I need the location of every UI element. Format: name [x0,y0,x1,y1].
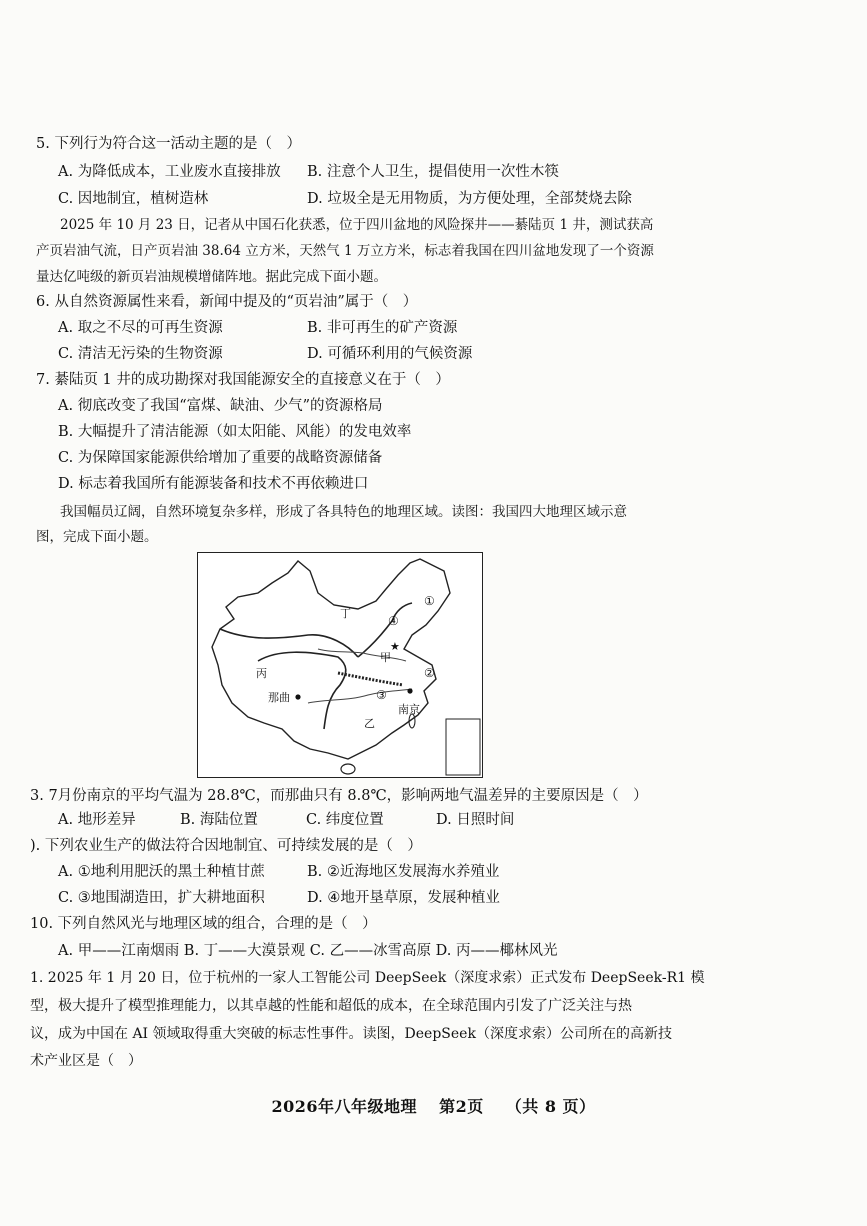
q5-option-c: C. 因地制宜，植树造林 [58,191,209,207]
q10-options: A. 甲——江南烟雨 B. 丁——大漠景观 C. 乙——冰雪高原 D. 丙——椰林风光 [58,943,558,959]
map-label-jia: 甲 [380,651,391,664]
q9-option-b: B. ②近海地区发展海水养殖业 [307,864,500,880]
page-footer [0,1094,867,1117]
qinling-huaihe-line [338,673,403,685]
south-china-sea-inset [446,719,480,775]
beijing-star-icon: ★ [390,640,400,653]
map-label-3: ③ [376,688,387,702]
q11-line: 议，成为中国在 AI 领域取得重大突破的标志性事件。读图，DeepSeek（深度求索）公司所在的高新技 [30,1026,672,1042]
q7-option-b: B. 大幅提升了清洁能源（如太阳能、风能）的发电效率 [58,424,412,440]
china-outline [212,559,450,759]
footer-title: 2026年八年级地理 [271,1097,417,1116]
map-label-4: ④ [388,614,399,628]
q7-stem: 7. 綦陆页 1 井的成功勘探对我国能源安全的直接意义在于（ ） [36,372,450,388]
q11-line: 术产业区是（ ） [30,1053,142,1069]
passage1-line: 产页岩油气流，日产页岩油 38.64 立方米，天然气 1 万立方米，标志着我国在四川盆地发现了一个资源 [36,243,654,259]
passage1-line: 2025 年 10 月 23 日，记者从中国石化获悉，位于四川盆地的风险探井——綦陆页 1 井，测试获高 [60,217,654,233]
map-label-yi: 乙 [364,717,375,730]
q5-option-b: B. 注意个人卫生，提倡使用一次性木筷 [307,164,559,180]
map-drawing [198,553,482,777]
q8-option-b: B. 海陆位置 [180,812,258,828]
nanjing-point [407,688,412,693]
passage2-line: 图，完成下面小题。 [36,529,158,545]
q10-stem: 10. 下列自然风光与地理区域的组合，合理的是（ ） [30,916,377,932]
map-label-ding: 丁 [340,607,351,620]
q5-option-a: A. 为降低成本，工业废水直接排放 [58,164,281,180]
q9-option-c: C. ③地围湖造田，扩大耕地面积 [58,890,265,906]
q6-option-c: C. 清洁无污染的生物资源 [58,346,223,362]
q11-line: 1. 2025 年 1 月 20 日，位于杭州的一家人工智能公司 DeepSeek（深度求索）正式发布 DeepSeek-R1 模 [30,970,705,986]
q9-option-a: A. ①地利用肥沃的黑土种植甘蔗 [58,864,265,880]
q9-stem: ). 下列农业生产的做法符合因地制宜、可持续发展的是（ ） [30,838,422,854]
q7-option-a: A. 彻底改变了我国“富煤、缺油、少气”的资源格局 [58,398,383,414]
q6-option-b: B. 非可再生的矿产资源 [307,320,458,336]
q7-option-d: D. 标志着我国所有能源装备和技术不再依赖进口 [58,476,369,492]
q8-option-c: C. 纬度位置 [306,812,384,828]
q8-option-d: D. 日照时间 [436,812,515,828]
yangtze-river [308,689,412,703]
q5-stem: 5. 下列行为符合这一活动主题的是（ ） [36,136,301,152]
map-label-bing: 丙 [256,667,267,680]
q6-option-d: D. 可循环利用的气候资源 [307,346,473,362]
q11-line: 型，极大提升了模型推理能力，以其卓越的性能和超低的成本，在全球范围内引发了广泛关注与热 [30,998,632,1014]
q6-stem: 6. 从自然资源属性来看，新闻中提及的“页岩油”属于（ ） [36,294,418,310]
q8-option-a: A. 地形差异 [58,812,136,828]
hainan-island [341,764,355,774]
map-label-2: ② [424,666,435,680]
passage1-line: 量达亿吨级的新页岩油规模增储阵地。据此完成下面小题。 [36,269,387,285]
q6-option-a: A. 取之不尽的可再生资源 [58,320,223,336]
q5-option-d: D. 垃圾全是无用物质，为方便处理，全部焚烧去除 [307,191,632,207]
map-label-1: ① [424,594,435,608]
passage2-line: 我国幅员辽阔，自然环境复杂多样，形成了各具特色的地理区域。读图：我国四大地理区域示意 [60,504,627,520]
q8-stem: 3. 7月份南京的平均气温为 28.8℃，而那曲只有 8.8℃，影响两地气温差异的主要原因是（ ） [30,788,648,804]
q9-option-d: D. ④地开垦草原，发展种植业 [307,890,500,906]
map-label-naqu: 那曲 [268,691,290,704]
footer-page: 第2页 [439,1097,484,1116]
q7-option-c: C. 为保障国家能源供给增加了重要的战略资源储备 [58,450,383,466]
naqu-point [295,694,300,699]
footer-total: （共 8 页） [505,1097,596,1116]
map-label-nanjing: 南京 [398,703,420,716]
china-regions-map [197,552,483,778]
